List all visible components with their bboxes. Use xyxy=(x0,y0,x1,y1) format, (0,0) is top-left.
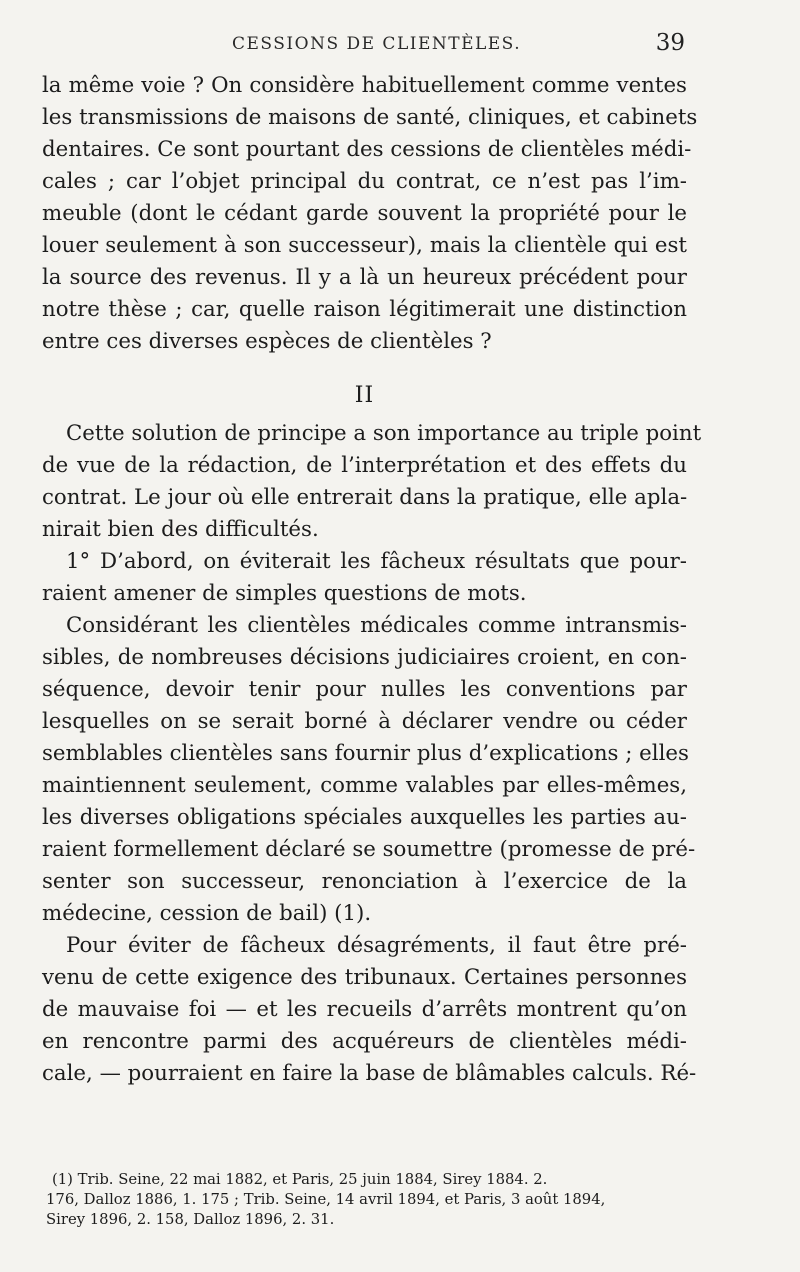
page-number: 39 xyxy=(655,30,685,56)
text-line: semblables clientèles sans fournir plus d’explications ; elles xyxy=(42,741,689,766)
text-line: Considérant les clientèles médicales comme intransmis- xyxy=(66,613,687,638)
text-line: lesquelles on se serait borné à déclarer vendre ou céder xyxy=(42,709,687,734)
text-line: notre thèse ; car, quelle raison légitimerait une distinction xyxy=(42,297,687,322)
text-line: senter son successeur, renonciation à l’exercice de la xyxy=(42,869,687,894)
footnotes xyxy=(46,1170,696,1230)
text-line: Pour éviter de fâcheux désagréments, il faut être pré- xyxy=(66,933,687,958)
paragraph-3 xyxy=(42,546,687,610)
paragraph-1 xyxy=(42,70,698,358)
paragraph-5 xyxy=(42,930,697,1090)
footnote-line: 176, Dalloz 1886, 1. 175 ; Trib. Seine, 14 avril 1894, et Paris, 3 août 1894, xyxy=(46,1191,606,1208)
text-line: Cette solution de principe a son importance au triple point xyxy=(66,421,702,446)
section-heading: II xyxy=(354,383,375,408)
page-header xyxy=(0,30,800,62)
text-line: de mauvaise foi — et les recueils d’arrêts montrent qu’on xyxy=(42,997,687,1022)
footnote-line: Sirey 1896, 2. 158, Dalloz 1896, 2. 31. xyxy=(46,1211,335,1228)
text-line: nirait bien des difficultés. xyxy=(42,517,319,542)
text-line: les diverses obligations spéciales auxquelles les parties au- xyxy=(42,805,687,830)
text-line: entre ces diverses espèces de clientèles ? xyxy=(42,329,492,354)
text-line: les transmissions de maisons de santé, cliniques, et cabinets xyxy=(42,105,698,130)
text-line: dentaires. Ce sont pourtant des cessions de clientèles médi- xyxy=(42,137,692,162)
text-line: meuble (dont le cédant garde souvent la propriété pour le xyxy=(42,201,687,226)
text-line: louer seulement à son successeur), mais la clientèle qui est xyxy=(42,233,687,258)
text-line: cales ; car l’objet principal du contrat, ce n’est pas l’im- xyxy=(42,169,687,194)
text-line: en rencontre parmi des acquéreurs de clientèles médi- xyxy=(42,1029,687,1054)
running-title: CESSIONS DE CLIENTÈLES. xyxy=(232,34,522,54)
text-line: maintiennent seulement, comme valables par elles-mêmes, xyxy=(42,773,687,798)
text-line: séquence, devoir tenir pour nulles les conventions par xyxy=(42,677,687,702)
text-line: la même voie ? On considère habituellement comme ventes xyxy=(42,73,687,98)
footnote-line: (1) Trib. Seine, 22 mai 1882, et Paris, 25 juin 1884, Sirey 1884. 2. xyxy=(52,1171,548,1188)
text-line: venu de cette exigence des tribunaux. Certaines personnes xyxy=(42,965,687,990)
text-line: raient amener de simples questions de mots. xyxy=(42,581,527,606)
text-line: médecine, cession de bail) (1). xyxy=(42,901,372,926)
text-line: raient formellement déclaré se soumettre (promesse de pré- xyxy=(42,837,696,862)
text-line: sibles, de nombreuses décisions judiciaires croient, en con- xyxy=(42,645,687,670)
text-line: la source des revenus. Il y a là un heureux précédent pour xyxy=(42,265,687,290)
text-line: de vue de la rédaction, de l’interprétation et des effets du xyxy=(42,453,687,478)
text-line: cale, — pourraient en faire la base de blâmables calculs. Ré- xyxy=(42,1061,697,1086)
text-line: contrat. Le jour où elle entrerait dans la pratique, elle apla- xyxy=(42,485,688,510)
text-line: 1° D’abord, on éviterait les fâcheux résultats que pour- xyxy=(66,549,687,574)
paragraph-2 xyxy=(42,418,702,546)
paragraph-4 xyxy=(42,610,696,930)
main-text xyxy=(42,70,702,1090)
